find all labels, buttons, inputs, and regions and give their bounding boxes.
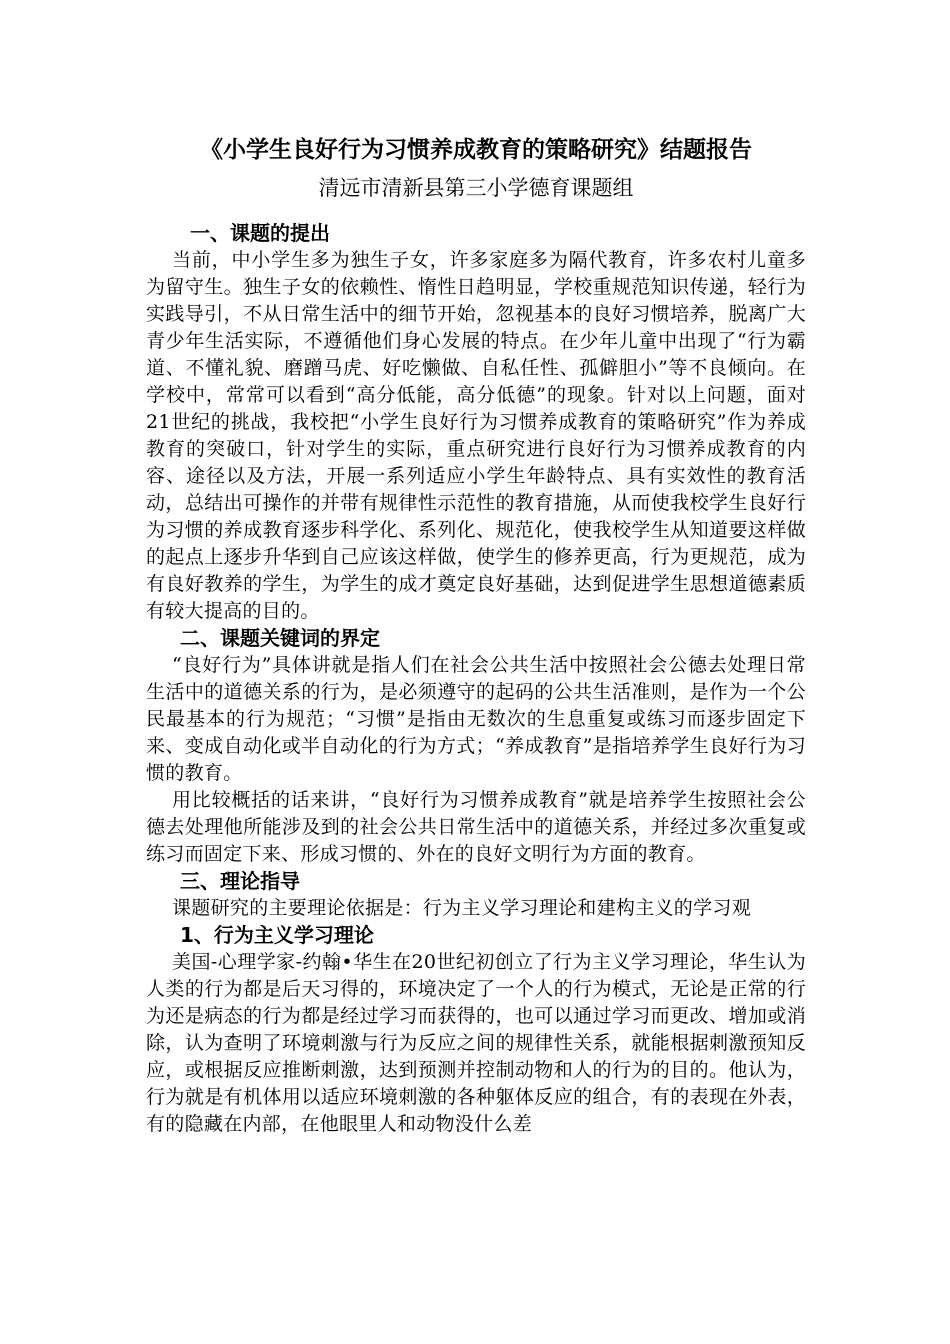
- paragraph: “良好行为”具体讲就是指人们在社会公共生活中按照社会公德去处理日常生活中的道德关系的行为，是必须遵守的起码的公共生活准则，是作为一个公民最基本的行为规范；“习惯”是指由无数次的生息重复或练习而逐步固定下来、变成自动化或半自动化的行为方式；“养成教育”是指培养学生良好行为习惯的教育。: [146, 654, 806, 784]
- section-heading: 三、理论指导: [180, 869, 300, 893]
- section-behaviorism-theory: [146, 922, 806, 1138]
- document-body: [146, 132, 806, 1138]
- document-title: 《小学生良好行为习惯养成教育的策略研究》结题报告: [200, 137, 752, 163]
- paragraph: 课题研究的主要理论依据是：行为主义学习理论和建构主义的学习观: [172, 897, 752, 919]
- paragraph: 美国-心理学家-约翰•华生在20世纪初创立了行为主义学习理论，华生认为人类的行为都是后天习得的，环境决定了一个人的行为模式，无论是正常的行为还是病态的行为都是经过学习而获得的，也可以通过学习而更改、增加或消除，认为查明了环境刺激与行为反应之间的规律性关系，就能根据刺激预知反应，或根据反应推断刺激，达到预测并控制动物和人的行为的目的。他认为，行为就是有机体用以适应环境刺激的各种躯体反应的组合，有的表现在外表，有的隐藏在内部，在他眼里人和动物没什么差: [146, 951, 806, 1135]
- section-keyword-definition: [146, 625, 806, 868]
- section-proposal: [146, 220, 806, 625]
- section-heading: 一、课题的提出: [190, 221, 330, 245]
- document-subtitle: 清远市清新县第三小学德育课题组: [318, 176, 634, 200]
- section-heading: 1、行为主义学习理论: [180, 923, 374, 947]
- section-heading: 二、课题关键词的界定: [180, 626, 380, 650]
- paragraph: 当前，中小学生多为独生子女，许多家庭多为隔代教育，许多农村儿童多为留守生。独生子女的依赖性、惰性日趋明显，学校重规范知识传递，轻行为实践导引，不从日常生活中的细节开始，忽视基本的良好习惯培养，脱离广大青少年生活实际，不遵循他们身心发展的特点。在少年儿童中出现了“行为霸道、不懂礼貌、磨蹭马虎、好吃懒做、自私任性、孤僻胆小”等不良倾向。在学校中，常常可以看到“高分低能，高分低德”的现象。针对以上问题，面对21世纪的挑战，我校把“小学生良好行为习惯养成教育的策略研究”作为养成教育的突破口，针对学生的实际，重点研究进行良好行为习惯养成教育的内容、途径以及方法，开展一系列适应小学生年龄特点、具有实效性的教育活动，总结出可操作的并带有规律性示范性的教育措施，从而使我校学生良好行为习惯的养成教育逐步科学化、系列化、规范化，使我校学生从知道要这样做的起点上逐步升华到自己应该这样做，使学生的修养更高，行为更规范，成为有良好教养的学生，为学生的成才奠定良好基础，达到促进学生思想道德素质有较大提高的目的。: [146, 249, 806, 622]
- paragraph: 用比较概括的话来讲，“良好行为习惯养成教育”就是培养学生按照社会公德去处理他所能涉及到的社会公共日常生活中的道德关系，并经过多次重复或练习而固定下来、形成习惯的、外在的良好文明行为方面的教育。: [146, 789, 806, 865]
- section-theory-guidance: [146, 868, 806, 922]
